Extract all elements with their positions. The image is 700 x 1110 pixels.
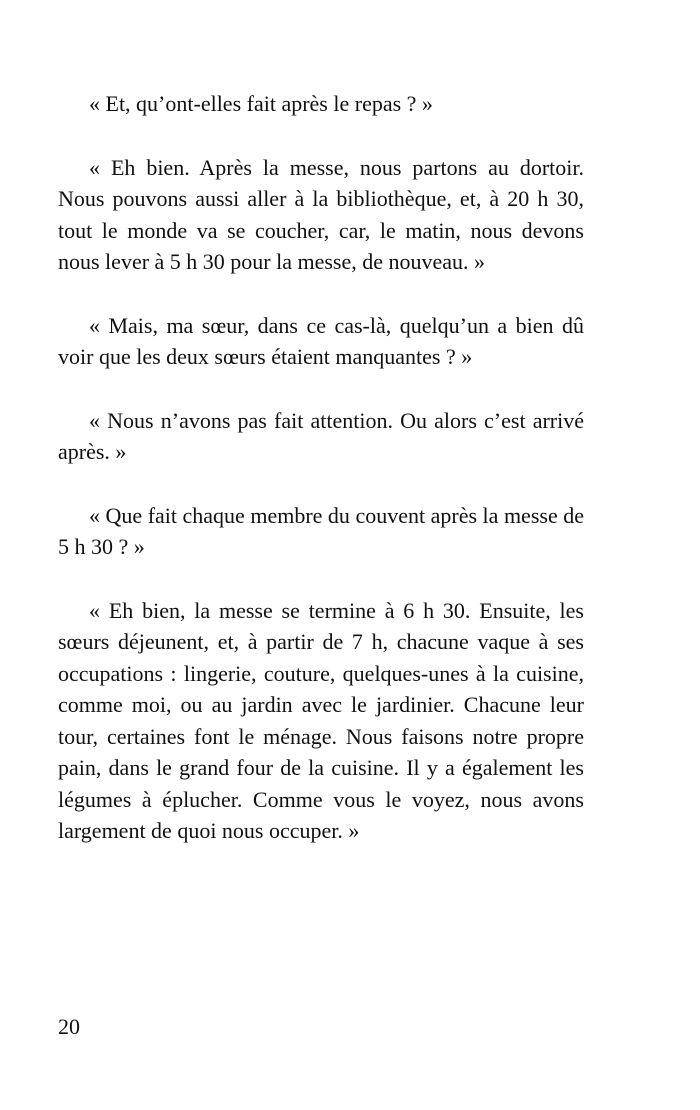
paragraph-question-morning: « Que fait chaque membre du couvent après la messe de 5 h 30 ? »: [58, 502, 584, 559]
paragraph-question-after-meal: « Et, qu’ont-elles fait après le repas ? »: [89, 91, 433, 116]
paragraph-no-attention: « Nous n’avons pas fait attention. Ou alors c’est arrivé après. »: [58, 407, 584, 464]
body-text: [58, 88, 584, 879]
paragraph-missing-sisters: « Mais, ma sœur, dans ce cas-là, quelqu’un a bien dû voir que les deux sœurs étaient manquantes ? »: [58, 312, 584, 369]
paragraph-daily-occupations: « Eh bien, la messe se termine à 6 h 30. Ensuite, les sœurs déjeunent, et, à partir de 7 h, chacune vaque à ses occupations : lingerie, couture, quelques-unes à la cuisine, comme moi, ou au jardin avec le jardinier. Chacune leur tour, certaines font le ménage. Nous faisons notre propre pain, dans le grand four de la cuisine. Il y a également les légumes à éplucher. Comme vous le voyez, nous avons largement de quoi nous occuper. »: [58, 597, 584, 843]
paragraph-evening-routine: « Eh bien. Après la messe, nous partons au dortoir. Nous pouvons aussi aller à la bibliothèque, et, à 20 h 30, tout le monde va se coucher, car, le matin, nous devons nous lever à 5 h 30 pour la messe, de nouveau. »: [58, 154, 584, 274]
page-number: 20: [58, 1014, 80, 1039]
